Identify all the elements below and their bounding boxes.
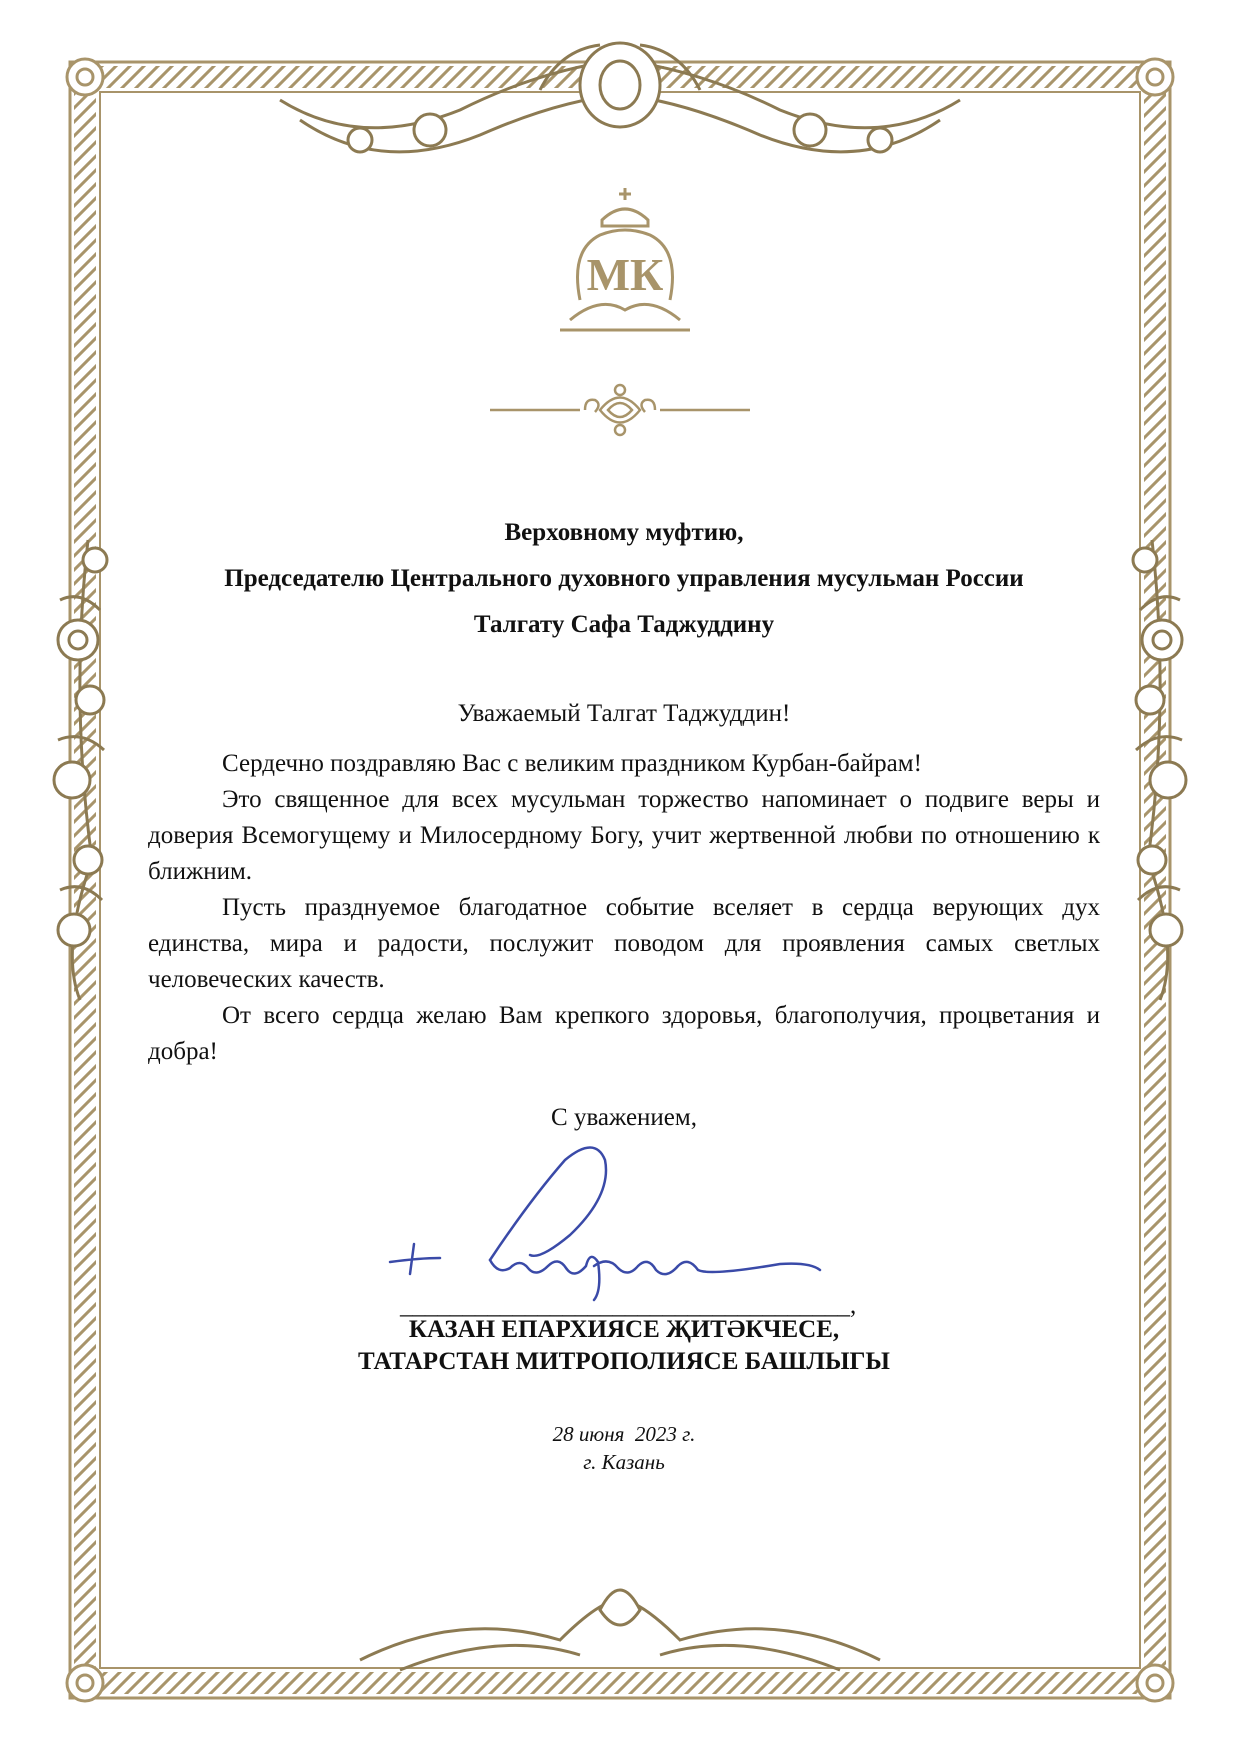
paragraph: Сердечно поздравляю Вас с великим праздником Курбан-байрам! (222, 750, 922, 777)
closing: С уважением, (551, 1104, 697, 1131)
salutation: Уважаемый Талгат Таджуддин! (457, 700, 791, 727)
letter-body (148, 746, 1100, 1070)
paragraph: От всего сердца желаю Вам крепкого здоровья, благополучия, процветания и добра! (148, 1002, 1100, 1065)
letter-date: 28 июня 2023 г. (552, 1422, 696, 1446)
paragraph: Пусть празднуемое благодатное событие вселяет в сердца верующих дух единства, мира и радости, послужит поводом для проявления самых светлых человеческих качеств. (148, 894, 1100, 993)
paragraph: Это священное для всех мусульман торжество напоминает о подвиге веры и доверия Всемогущему и Милосердному Богу, учит жертвенной любви по отношению к ближним. (148, 786, 1100, 885)
signatory-line-1: КАЗАН ЕПАРХИЯСЕ ҖИТӘКЧЕСЕ, (408, 1316, 840, 1343)
divider-ornament-icon (490, 380, 750, 440)
addressee-line-3: Талгату Сафа Таджуддину (473, 611, 775, 638)
metropolis-emblem-icon (540, 180, 710, 350)
letter-place: г. Казань (583, 1450, 665, 1474)
addressee-line-2: Председателю Центрального духовного управления мусульман России (224, 565, 1024, 592)
addressee-block (148, 510, 1100, 648)
emblem-monogram: МК (586, 249, 664, 300)
signature-line: ____________________________________, (400, 1292, 857, 1319)
signatory-line-2: ТАТАРСТАН МИТРОПОЛИЯСЕ БАШЛЫГЫ (358, 1348, 890, 1375)
addressee-line-1: Верховному муфтию, (504, 519, 744, 546)
signatory-title (148, 1314, 1100, 1378)
date-place (148, 1420, 1100, 1476)
